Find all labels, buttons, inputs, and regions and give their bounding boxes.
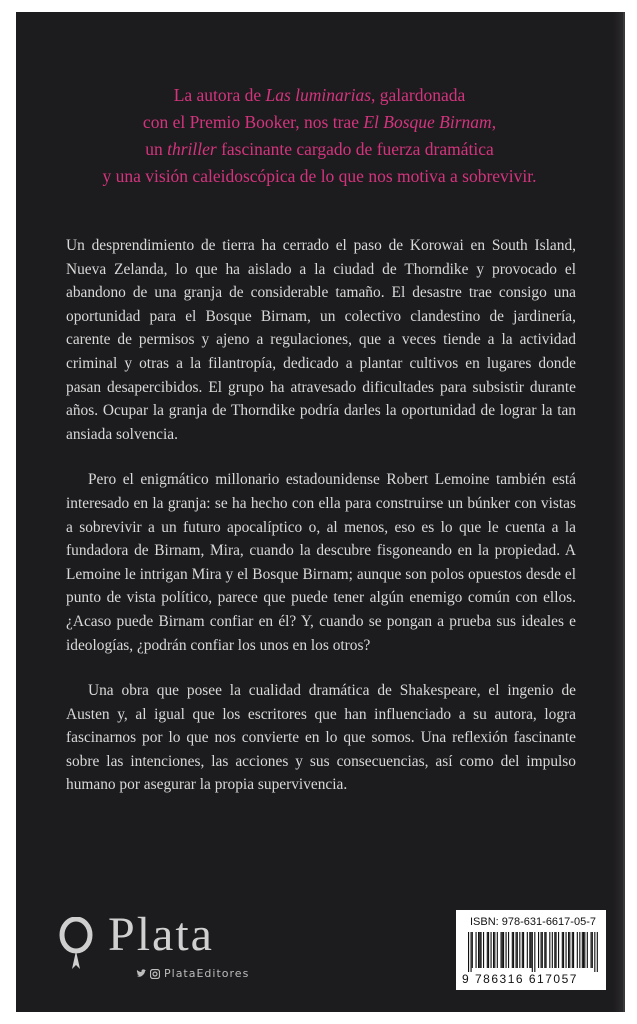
tagline	[76, 82, 563, 190]
synopsis-paragraph-3: Una obra que posee la cualidad dramática de Shakespeare, el ingenio de Austen y, al igual que los escritores que han influenciado a su autora, logra fascinarnos por lo que nos convierte en lo que somos. Una reflexión fascinante sobre las intenciones, las acciones y sus consecuencias, así como del impulso humano por asegurar la propia supervivencia.	[66, 682, 576, 794]
synopsis-paragraph-1: Un desprendimiento de tierra ha cerrado el paso de Korowai en South Island, Nueva Zelanda, lo que ha aislado a la ciudad de Thorndike y provocado el abandono de una granja de considerable tamaño. El desastre trae consigo una oportunidad para el Bosque Birnam, un colectivo clandestino de jardinería, carente de permisos y ajeno a regulaciones, que a veces tiende a la actividad criminal y otras a la filantropía, dedicado a plantar cultivos en lugares donde pasan desapercibidos. El grupo ha atravesado dificultades para subsistir durante años. Ocupar la granja de Thorndike podría darles la oportunidad de lograr la tan ansiada solvencia.	[66, 237, 576, 443]
twitter-icon	[136, 969, 146, 979]
tagline-title-1: Las luminarias	[265, 85, 372, 105]
instagram-icon	[150, 969, 160, 979]
barcode-digits: 9 786316 617057	[462, 972, 578, 986]
synopsis-paragraph-2: Pero el enigmático millonario estadounidense Robert Lemoine también está interesado en la granja: se ha hecho con ella para construirse un búnker con vistas a sobrevivir a un futuro apocalíptico o, al menos, eso es lo que le cuenta a la fundadora de Birnam, Mira, cuando la descubre fisgoneando en la propiedad. A Lemoine le intrigan Mira y el Bosque Birnam; aunque son polos opuestos desde el punto de vista político, parece que puede tener algún enemigo común con ellos. ¿Acaso puede Birnam confiar en él? Y, cuando se pongan a prueba sus ideales e ideologías, ¿podrán confiar los unos en los otros?	[66, 471, 576, 654]
tagline-line-1	[76, 82, 563, 109]
tagline-genre: thriller	[167, 139, 217, 159]
quill-drop-icon	[56, 917, 96, 973]
tagline-text: ,	[491, 112, 497, 132]
synopsis	[66, 234, 576, 819]
isbn-text: ISBN: 978-631-6617-05-7	[470, 916, 596, 928]
tagline-text: La autora de	[173, 85, 266, 105]
tagline-text: con el Premio Booker, nos trae	[142, 112, 364, 132]
tagline-text: fascinante cargado de fuerza dramática	[216, 139, 494, 159]
cover-edge	[613, 12, 623, 1012]
book-back-cover	[16, 12, 623, 1012]
tagline-line-3	[76, 136, 563, 163]
tagline-line-2	[76, 109, 563, 136]
publisher-name: Plata	[108, 908, 214, 961]
tagline-line-4: y una visión caleidoscópica de lo que nos motiva a sobrevivir.	[102, 166, 537, 186]
barcode-icon	[468, 932, 598, 972]
tagline-text: , galardonada	[371, 85, 466, 105]
publisher-social	[136, 967, 249, 980]
tagline-text: un	[145, 139, 168, 159]
barcode-label	[456, 910, 606, 990]
tagline-title-2: El Bosque Birnam	[363, 112, 492, 132]
social-handle: PlataEditores	[164, 967, 250, 980]
